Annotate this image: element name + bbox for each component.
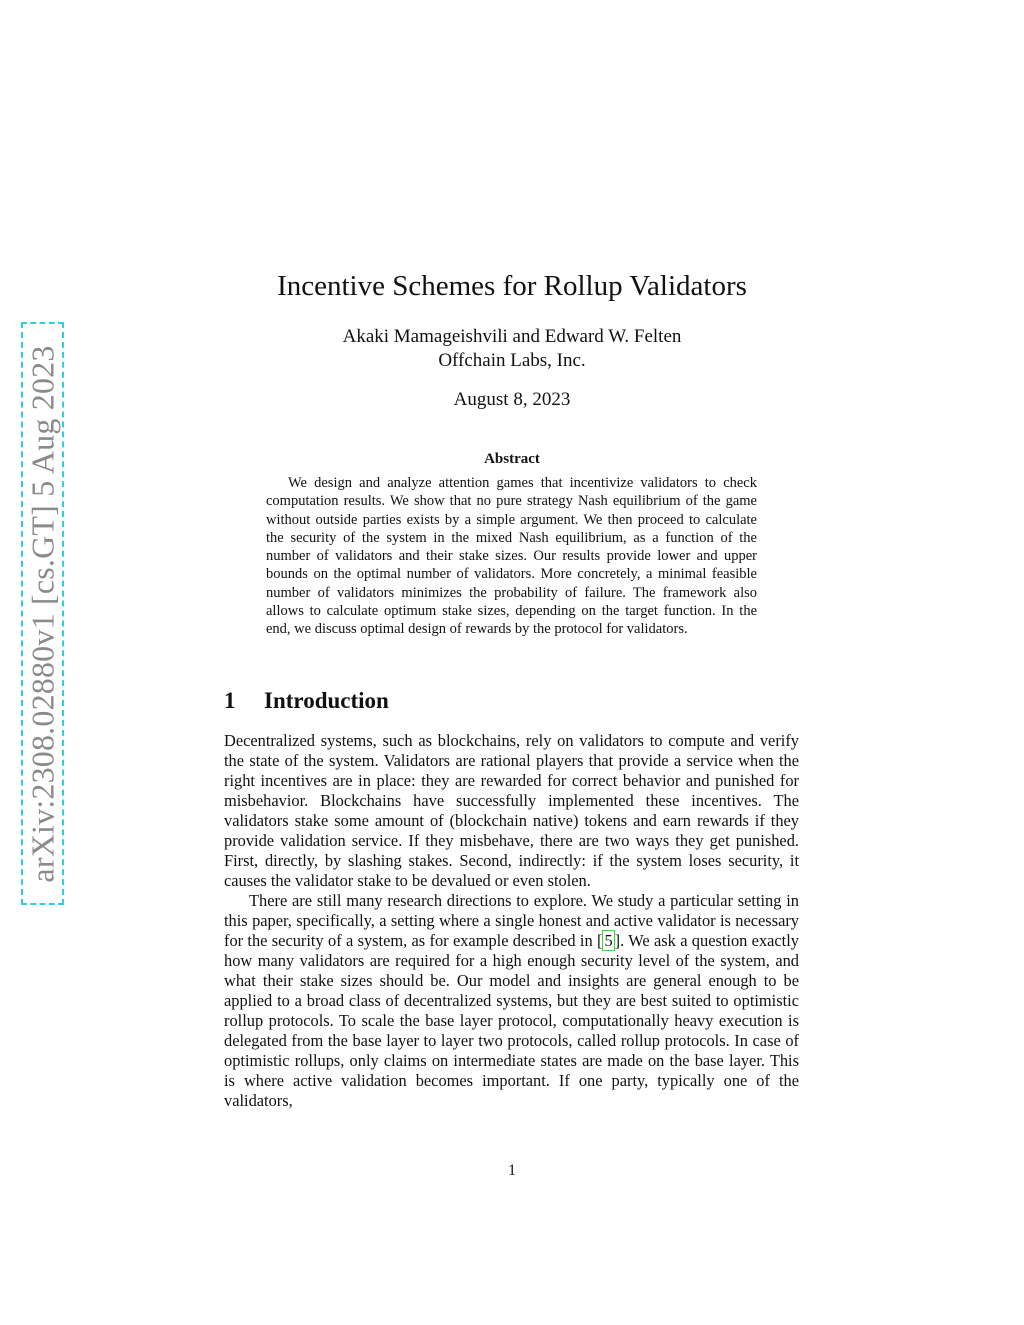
- page-number: 1: [508, 1162, 516, 1179]
- paragraph: Decentralized systems, such as blockchains, rely on validators to compute and verify the state of the system. Validators are rational players that provide a service when the right incentives are in place: they are rewarded for correct behavior and punished for misbehavior. Blockchains have successfully implemented these incentives. The validators stake some amount of (blockchain native) tokens and earn rewards if they provide validation service. If they misbehave, there are two ways they get punished. First, directly, by slashing stakes. Second, indirectly: if the system loses security, it causes the validator stake to be devalued or even stolen.: [224, 731, 799, 890]
- abstract-text: We design and analyze attention games that incentivize validators to check computation results. We show that no pure strategy Nash equilibrium of the game without outside parties exists by a simple argument. We then proceed to calculate the security of the system in the mixed Nash equilibrium, as a function of the number of validators and their stake sizes. Our results provide lower and upper bounds on the optimal number of validators. More concretely, a minimal feasible number of validators minimizes the probability of failure. The framework also allows to calculate optimum stake sizes, depending on the target function. In the end, we discuss optimal design of rewards by the protocol for validators.: [266, 475, 757, 638]
- paragraph-text: . We ask a question exactly how many validators are required for a high enough security level of the system, and what their stake sizes should be. Our model and insights are general enough to be applied to a broad class of decentralized systems, but they are best suited to optimistic rollup protocols. To scale the base layer protocol, computationally heavy execution is delegated from the base layer to layer two protocols, called rollup protocols. In case of optimistic rollups, only claims on intermediate states are made on the base layer. This is where active validation becomes important. If one party, typically one of the validators,: [224, 931, 799, 1110]
- paragraph-text: There are still many research directions to explore. We study a particular setting in this paper, specifically, a setting where a single honest and active validator is necessary for the security of a system, as for example described in: [224, 891, 799, 950]
- citation-link[interactable]: 5: [604, 931, 613, 950]
- section-heading: [224, 686, 389, 716]
- paragraph: There are still many research directions to explore. We study a particular setting in this paper, specifically, a setting where a single honest and active validator is necessary for the security of a system, as for example described in [ 5 ]. We ask a question exactly how many validators are required for a high enough security level of the system, and what their stake sizes should be. Our model and insights are general enough to be applied to a broad class of decentralized systems, but they are best suited to optimistic rollup protocols. To scale the base layer protocol, computationally heavy execution is delegated from the base layer to layer two protocols, called rollup protocols. In case of optimistic rollups, only claims on intermediate states are made on the base layer. This is where active validation becomes important. If one party, typically one of the validators,: [224, 891, 799, 1110]
- paper-affiliation: Offchain Labs, Inc.: [438, 350, 586, 371]
- introduction-body: [224, 731, 799, 1111]
- section-number: 1: [224, 688, 236, 713]
- section-title: Introduction: [264, 688, 389, 713]
- arxiv-identifier: arXiv:2308.02880v1 [cs.GT] 5 Aug 2023: [24, 344, 60, 883]
- paper-date: August 8, 2023: [453, 389, 571, 410]
- abstract-heading: Abstract: [484, 451, 540, 467]
- paper-title: Incentive Schemes for Rollup Validators: [277, 270, 747, 302]
- paper-authors: Akaki Mamageishvili and Edward W. Felten: [342, 326, 682, 347]
